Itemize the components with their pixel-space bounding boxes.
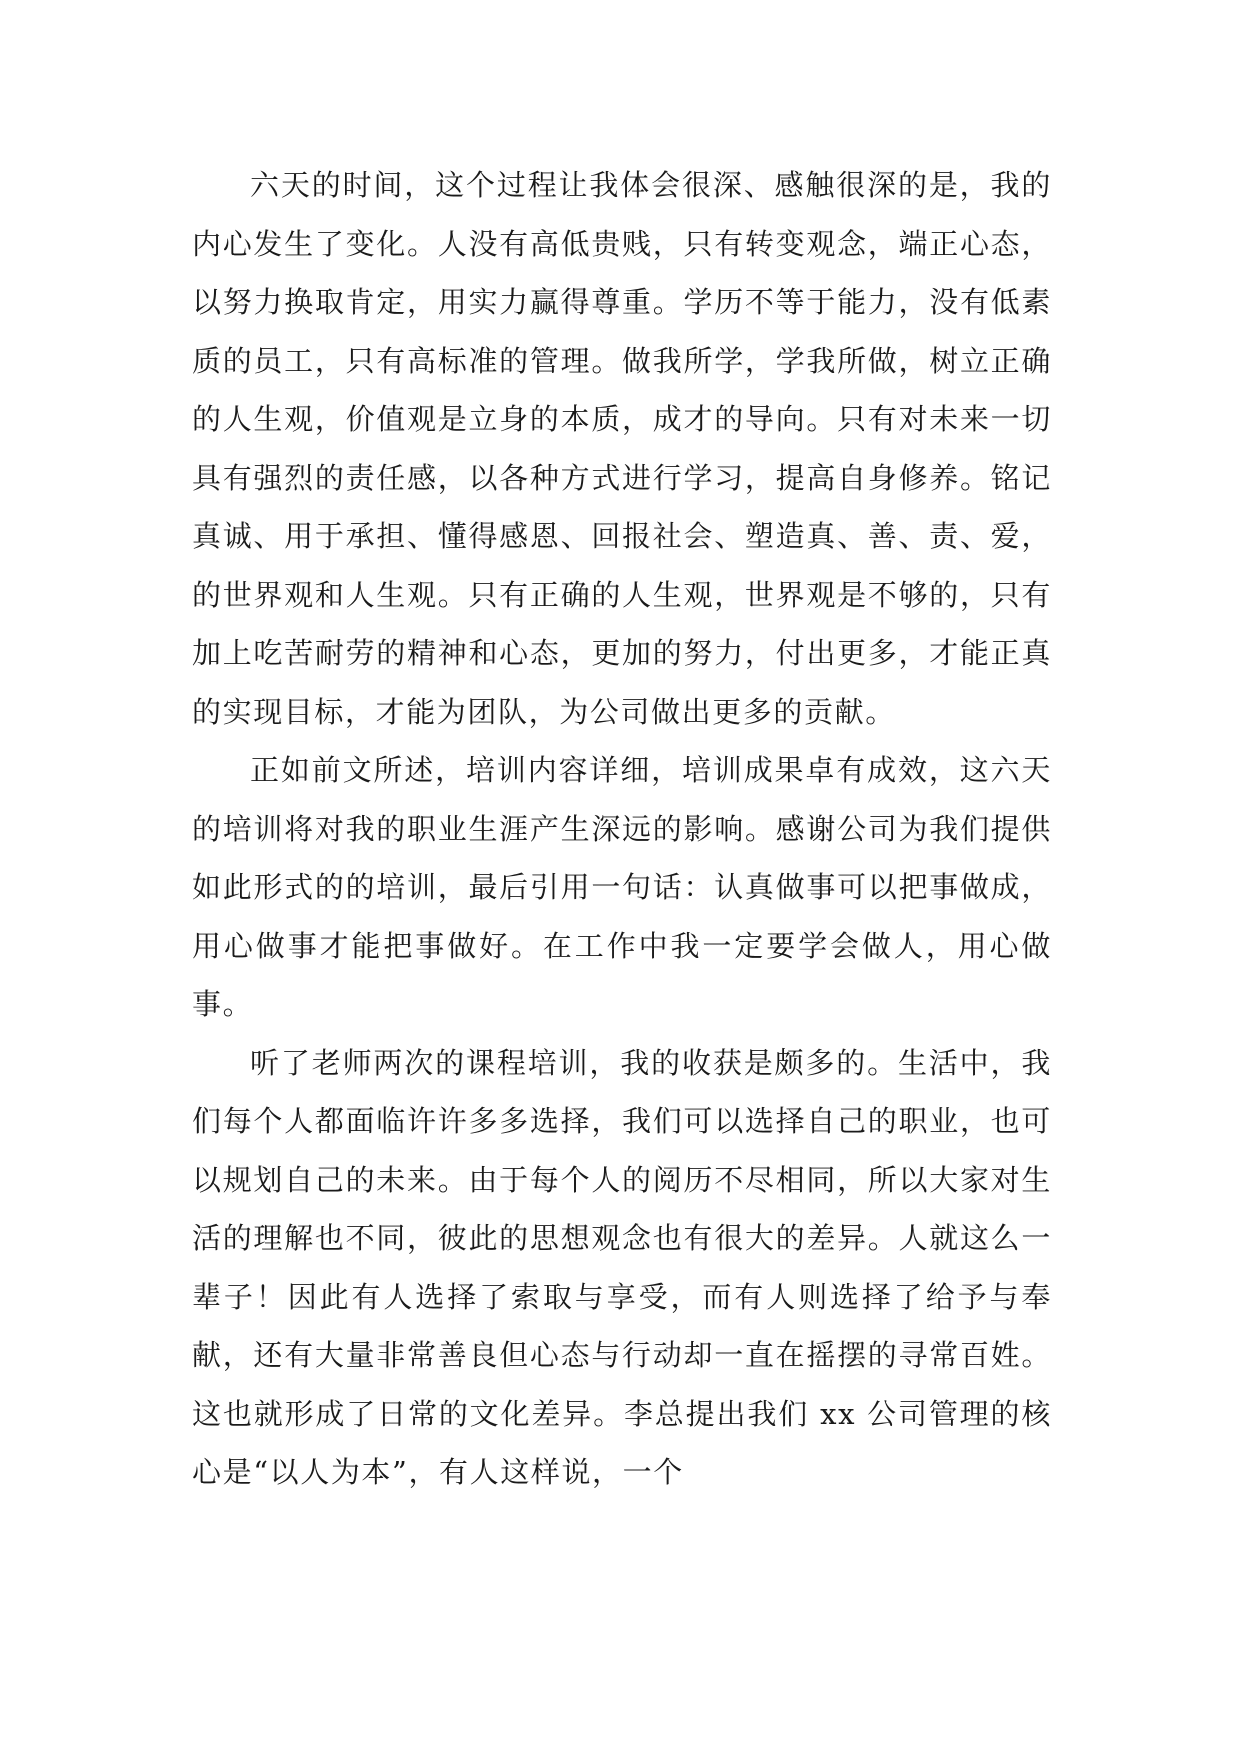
paragraph-2: 正如前文所述，培训内容详细，培训成果卓有成效，这六天的培训将对我的职业生涯产生深远的影响。感谢公司为我们提供如此形式的的培训，最后引用一句话：认真做事可以把事做成，用心做事才能把事做好。在工作中我一定要学会做人，用心做事。: [192, 753, 1052, 1021]
document-body: [192, 156, 1052, 1502]
paragraph-3: 听了老师两次的课程培训，我的收获是颇多的。生活中，我们每个人都面临许许多多选择，我们可以选择自己的职业，也可以规划自己的未来。由于每个人的阅历不尽相同，所以大家对生活的理解也不同，彼此的思想观念也有很大的差异。人就这么一辈子！因此有人选择了索取与享受，而有人则选择了给予与奉献，还有大量非常善良但心态与行动却一直在摇摆的寻常百姓。这也就形成了日常的文化差异。李总提出我们 xx 公司管理的核心是“以人为本”，有人这样说，一个: [192, 1045, 1052, 1489]
paragraph-1: 六天的时间，这个过程让我体会很深、感触很深的是，我的内心发生了变化。人没有高低贵贱，只有转变观念，端正心态，以努力换取肯定，用实力赢得尊重。学历不等于能力，没有低素质的员工，只有高标准的管理。做我所学，学我所做，树立正确的人生观，价值观是立身的本质，成才的导向。只有对未来一切具有强烈的责任感，以各种方式进行学习，提高自身修养。铭记真诚、用于承担、懂得感恩、回报社会、塑造真、善、责、爱，的世界观和人生观。只有正确的人生观，世界观是不够的，只有加上吃苦耐劳的精神和心态，更加的努力，付出更多，才能正真的实现目标，才能为团队，为公司做出更多的贡献。: [192, 168, 1052, 729]
